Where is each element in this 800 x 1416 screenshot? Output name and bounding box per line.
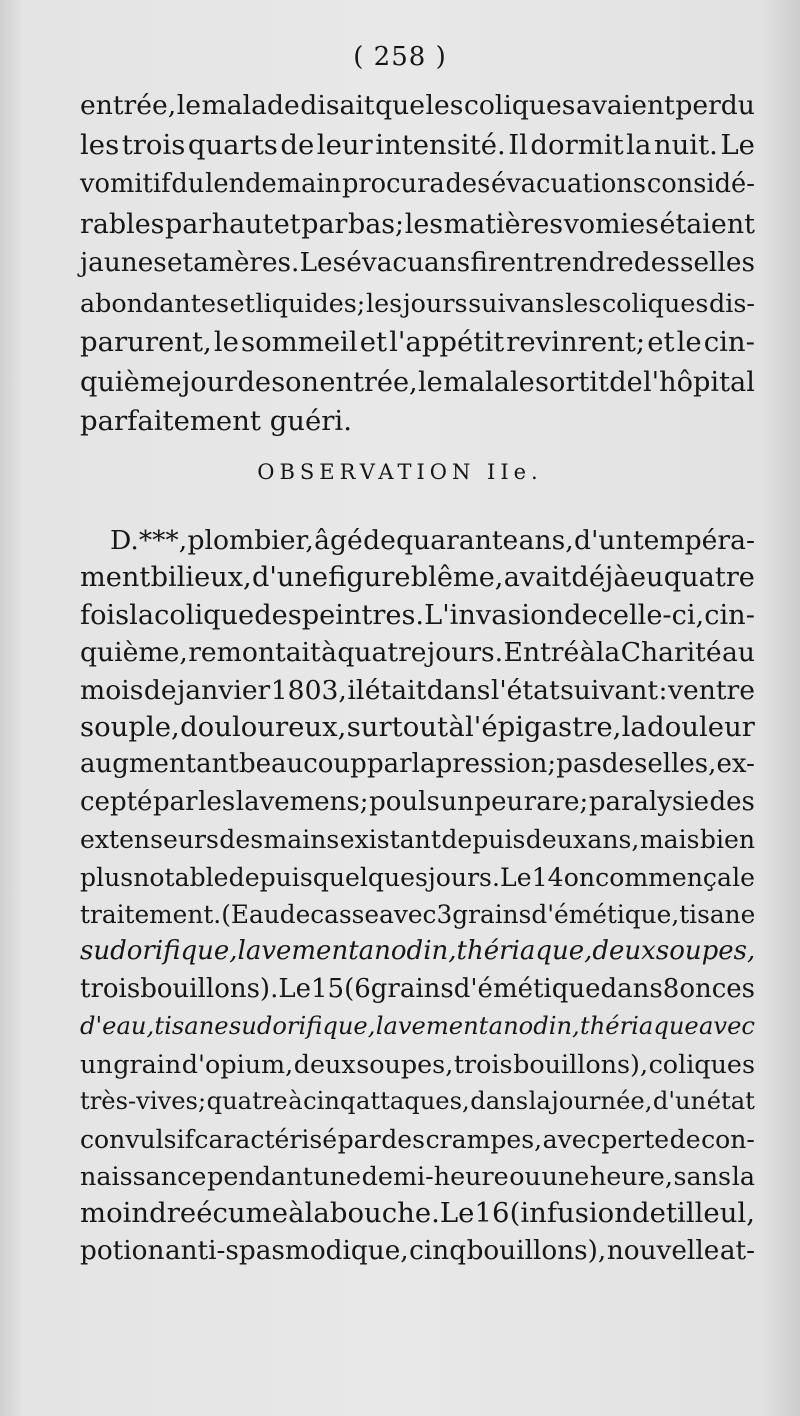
text-line: entrée, le malade disait que les coliques avaient perdu [80, 90, 755, 121]
text-line: jaunes et amères. Les évacuans firent rendre des selles [80, 248, 755, 278]
text-line: rables par haut et par bas; les matières vomies étaient [80, 208, 755, 240]
text-line: les trois quarts de leur intensité. Il dormit la nuit. Le [80, 128, 755, 161]
text-line: d'eau, tisane sudorifique, lavement anodin, thériaque avec [80, 1012, 755, 1041]
section-heading: OBSERVATION IIe. [257, 460, 543, 484]
text-line: souple, douloureux, surtout à l'épigastre, la douleur [80, 711, 755, 744]
text-line: parfaitement guéri. [80, 405, 352, 437]
text-line: convulsif caractérisé par des crampes, avec perte de con- [80, 1124, 755, 1154]
text-line: extenseurs des mains existant depuis deux ans, mais bien [80, 825, 755, 855]
text-line: traitement. (Eau de casse avec 3 grains d'émétique, tisane [80, 900, 756, 930]
text-line: parurent, le sommeil et l'appétit revinrent; et le cin- [80, 326, 755, 358]
paragraph-observation [80, 522, 755, 1270]
text-line: trois bouillons). Le 15 (6 grains d'émétique dans 8 onces [80, 973, 756, 1004]
text-line: mois de janvier 1803, il était dans l'état suivant : ventre [80, 674, 755, 706]
page-number: ( 258 ) [353, 42, 447, 72]
text-line: fois la colique des peintres. L'invasion de celle-ci, cin- [80, 599, 755, 631]
text-line: quième jour de son entrée, le malale sortit de l'hôpital [80, 366, 755, 398]
text-line: un grain d'opium, deux soupes, trois bouillons), coliques [80, 1048, 755, 1079]
text-line: D.***, plombier, âgé de quarante ans, d'un tempéra- [110, 525, 755, 556]
text-line: abondantes et liquides; les jours suivans les coliques dis- [80, 287, 755, 318]
text-line: très-vives; quatre à cinq attaques, dans la journée, d'un état [80, 1087, 755, 1116]
text-line: quième, remontait à quatre jours. Entré à la Charité au [80, 637, 755, 669]
text-line: ment bilieux, d'une figure blême, avait déjà eu quatre [80, 562, 755, 594]
text-line: potion anti-spasmodique, cinq bouillons), nouvelle at- [80, 1235, 755, 1266]
text-line: moindre écume à la bouche. Le 16 (infusion de tilleul, [80, 1197, 755, 1230]
text-line: cepté par les lavemens; pouls un peu rare; paralysie des [80, 786, 755, 817]
text-line: augmentant beaucoup par la pression; pas de selles, ex- [80, 749, 755, 780]
paragraph-continuation [80, 86, 755, 442]
text-line: vomitif du lendemain procura des évacuations considé- [80, 169, 755, 199]
text-line: plus notable depuis quelques jours. Le 14 on commença le [80, 862, 755, 892]
text-line: naissance pendant une demi-heure ou une heure, sans la [80, 1160, 755, 1191]
text-line: sudorifique, lavement anodin, thériaque, deux soupes, [80, 936, 756, 967]
